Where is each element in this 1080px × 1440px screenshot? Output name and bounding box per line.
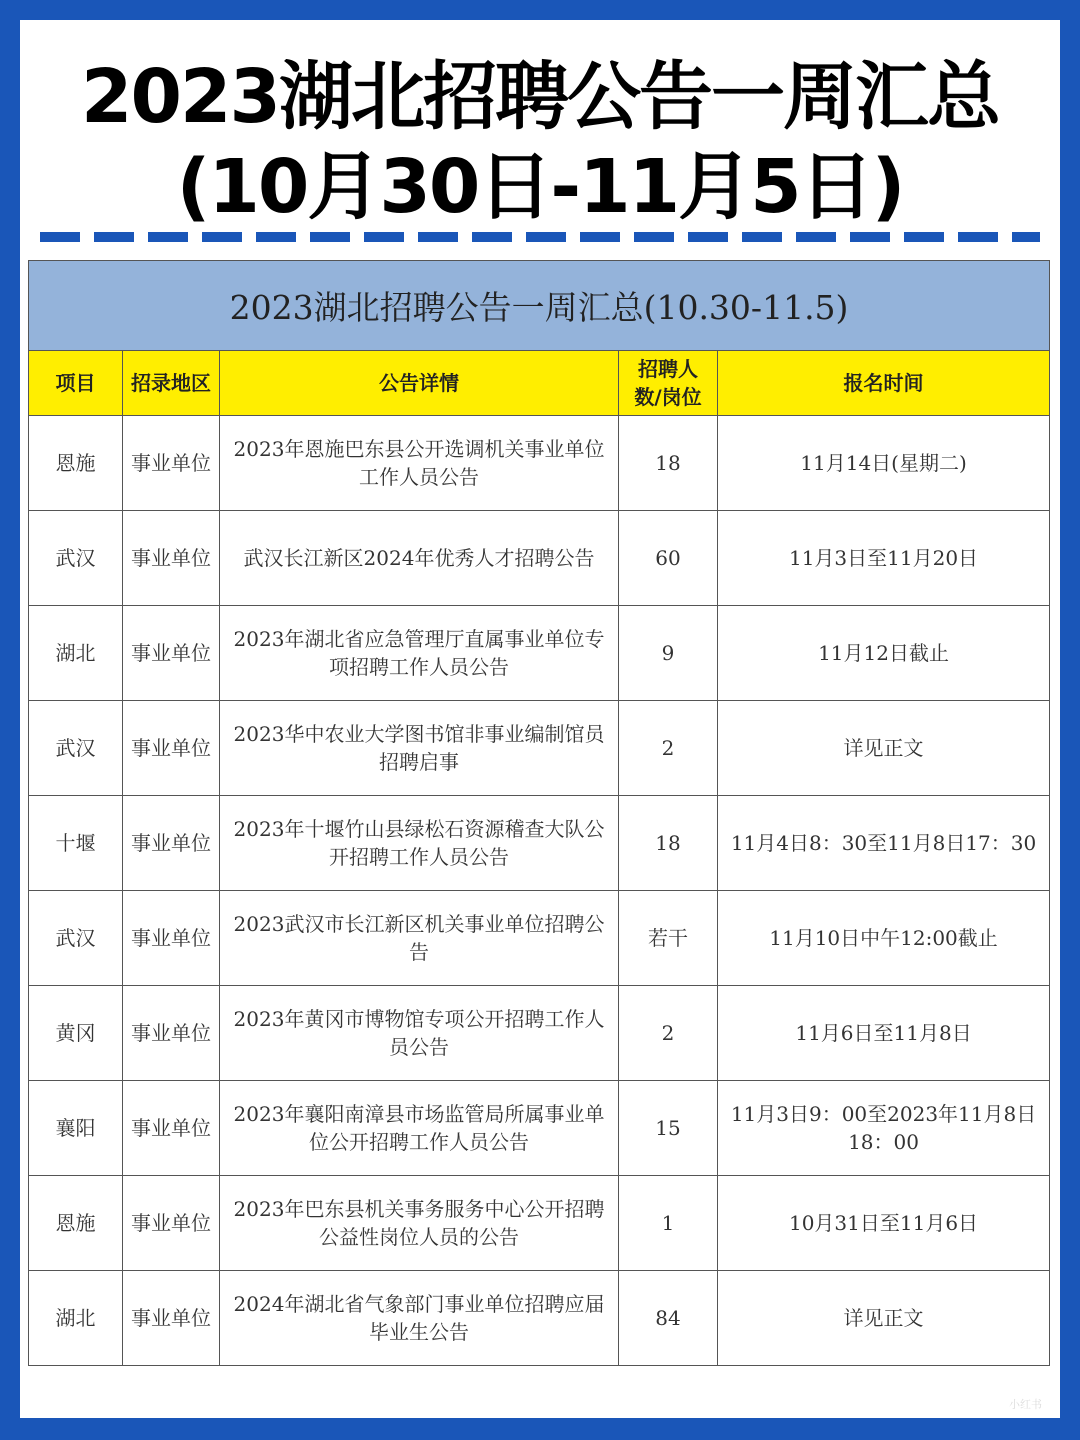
- summary-table: [28, 260, 1050, 1366]
- table-row: [29, 1271, 1050, 1366]
- row-item: 湖北: [29, 606, 123, 701]
- table-row: [29, 1081, 1050, 1176]
- row-count: 2: [619, 701, 718, 796]
- row-item: 湖北: [29, 1271, 123, 1366]
- row-count: 18: [619, 416, 718, 511]
- row-region: 事业单位: [123, 986, 220, 1081]
- header-region: 招录地区: [123, 351, 220, 416]
- row-item: 武汉: [29, 891, 123, 986]
- row-detail: 2023年襄阳南漳县市场监管局所属事业单位公开招聘工作人员公告: [220, 1081, 619, 1176]
- table-row: [29, 511, 1050, 606]
- table-row: [29, 796, 1050, 891]
- row-count: 2: [619, 986, 718, 1081]
- table-row: [29, 606, 1050, 701]
- row-item: 黄冈: [29, 986, 123, 1081]
- row-region: 事业单位: [123, 416, 220, 511]
- row-detail: 2023年巴东县机关事务服务中心公开招聘公益性岗位人员的公告: [220, 1176, 619, 1271]
- table-header-row: [29, 351, 1050, 416]
- row-region: 事业单位: [123, 511, 220, 606]
- poster-card: [20, 20, 1060, 1418]
- table-caption: 2023湖北招聘公告一周汇总(10.30-11.5): [29, 261, 1050, 351]
- row-item: 武汉: [29, 511, 123, 606]
- header-time: 报名时间: [718, 351, 1050, 416]
- row-count: 9: [619, 606, 718, 701]
- row-region: 事业单位: [123, 1176, 220, 1271]
- row-detail: 2023年十堰竹山县绿松石资源稽查大队公开招聘工作人员公告: [220, 796, 619, 891]
- row-detail: 2023年黄冈市博物馆专项公开招聘工作人员公告: [220, 986, 619, 1081]
- row-count: 15: [619, 1081, 718, 1176]
- row-count: 1: [619, 1176, 718, 1271]
- row-item: 十堰: [29, 796, 123, 891]
- watermark: 小红书: [1009, 1398, 1042, 1411]
- row-detail: 2023华中农业大学图书馆非事业编制馆员招聘启事: [220, 701, 619, 796]
- row-time: 11月10日中午12:00截止: [718, 891, 1050, 986]
- dashed-divider: [40, 232, 1040, 242]
- table-row: [29, 1176, 1050, 1271]
- table-row: [29, 891, 1050, 986]
- title-line-2: (10月30日-11月5日): [176, 144, 904, 230]
- row-time: 11月6日至11月8日: [718, 986, 1050, 1081]
- row-region: 事业单位: [123, 891, 220, 986]
- table-row: [29, 986, 1050, 1081]
- row-time: 详见正文: [718, 701, 1050, 796]
- table-row: [29, 701, 1050, 796]
- row-item: 武汉: [29, 701, 123, 796]
- row-time: 11月3日至11月20日: [718, 511, 1050, 606]
- row-item: 襄阳: [29, 1081, 123, 1176]
- row-time: 10月31日至11月6日: [718, 1176, 1050, 1271]
- row-count: 若干: [619, 891, 718, 986]
- table-caption-row: [29, 261, 1050, 351]
- row-time: 详见正文: [718, 1271, 1050, 1366]
- row-detail: 2023年恩施巴东县公开选调机关事业单位工作人员公告: [220, 416, 619, 511]
- header-count: 招聘人数/岗位: [619, 351, 718, 416]
- table-row: [29, 416, 1050, 511]
- row-region: 事业单位: [123, 796, 220, 891]
- row-time: 11月4日8：30至11月8日17：30: [718, 796, 1050, 891]
- row-detail: 2023年湖北省应急管理厅直属事业单位专项招聘工作人员公告: [220, 606, 619, 701]
- row-count: 60: [619, 511, 718, 606]
- row-detail: 武汉长江新区2024年优秀人才招聘公告: [220, 511, 619, 606]
- title-line-1: 2023湖北招聘公告一周汇总: [81, 54, 999, 140]
- row-time: 11月14日(星期二): [718, 416, 1050, 511]
- row-item: 恩施: [29, 416, 123, 511]
- header-item: 项目: [29, 351, 123, 416]
- row-region: 事业单位: [123, 606, 220, 701]
- row-detail: 2024年湖北省气象部门事业单位招聘应届毕业生公告: [220, 1271, 619, 1366]
- row-region: 事业单位: [123, 701, 220, 796]
- row-detail: 2023武汉市长江新区机关事业单位招聘公告: [220, 891, 619, 986]
- row-item: 恩施: [29, 1176, 123, 1271]
- row-count: 84: [619, 1271, 718, 1366]
- row-time: 11月12日截止: [718, 606, 1050, 701]
- row-count: 18: [619, 796, 718, 891]
- row-time: 11月3日9：00至2023年11月8日18：00: [718, 1081, 1050, 1176]
- page-title: [20, 52, 1060, 232]
- row-region: 事业单位: [123, 1271, 220, 1366]
- row-region: 事业单位: [123, 1081, 220, 1176]
- header-detail: 公告详情: [220, 351, 619, 416]
